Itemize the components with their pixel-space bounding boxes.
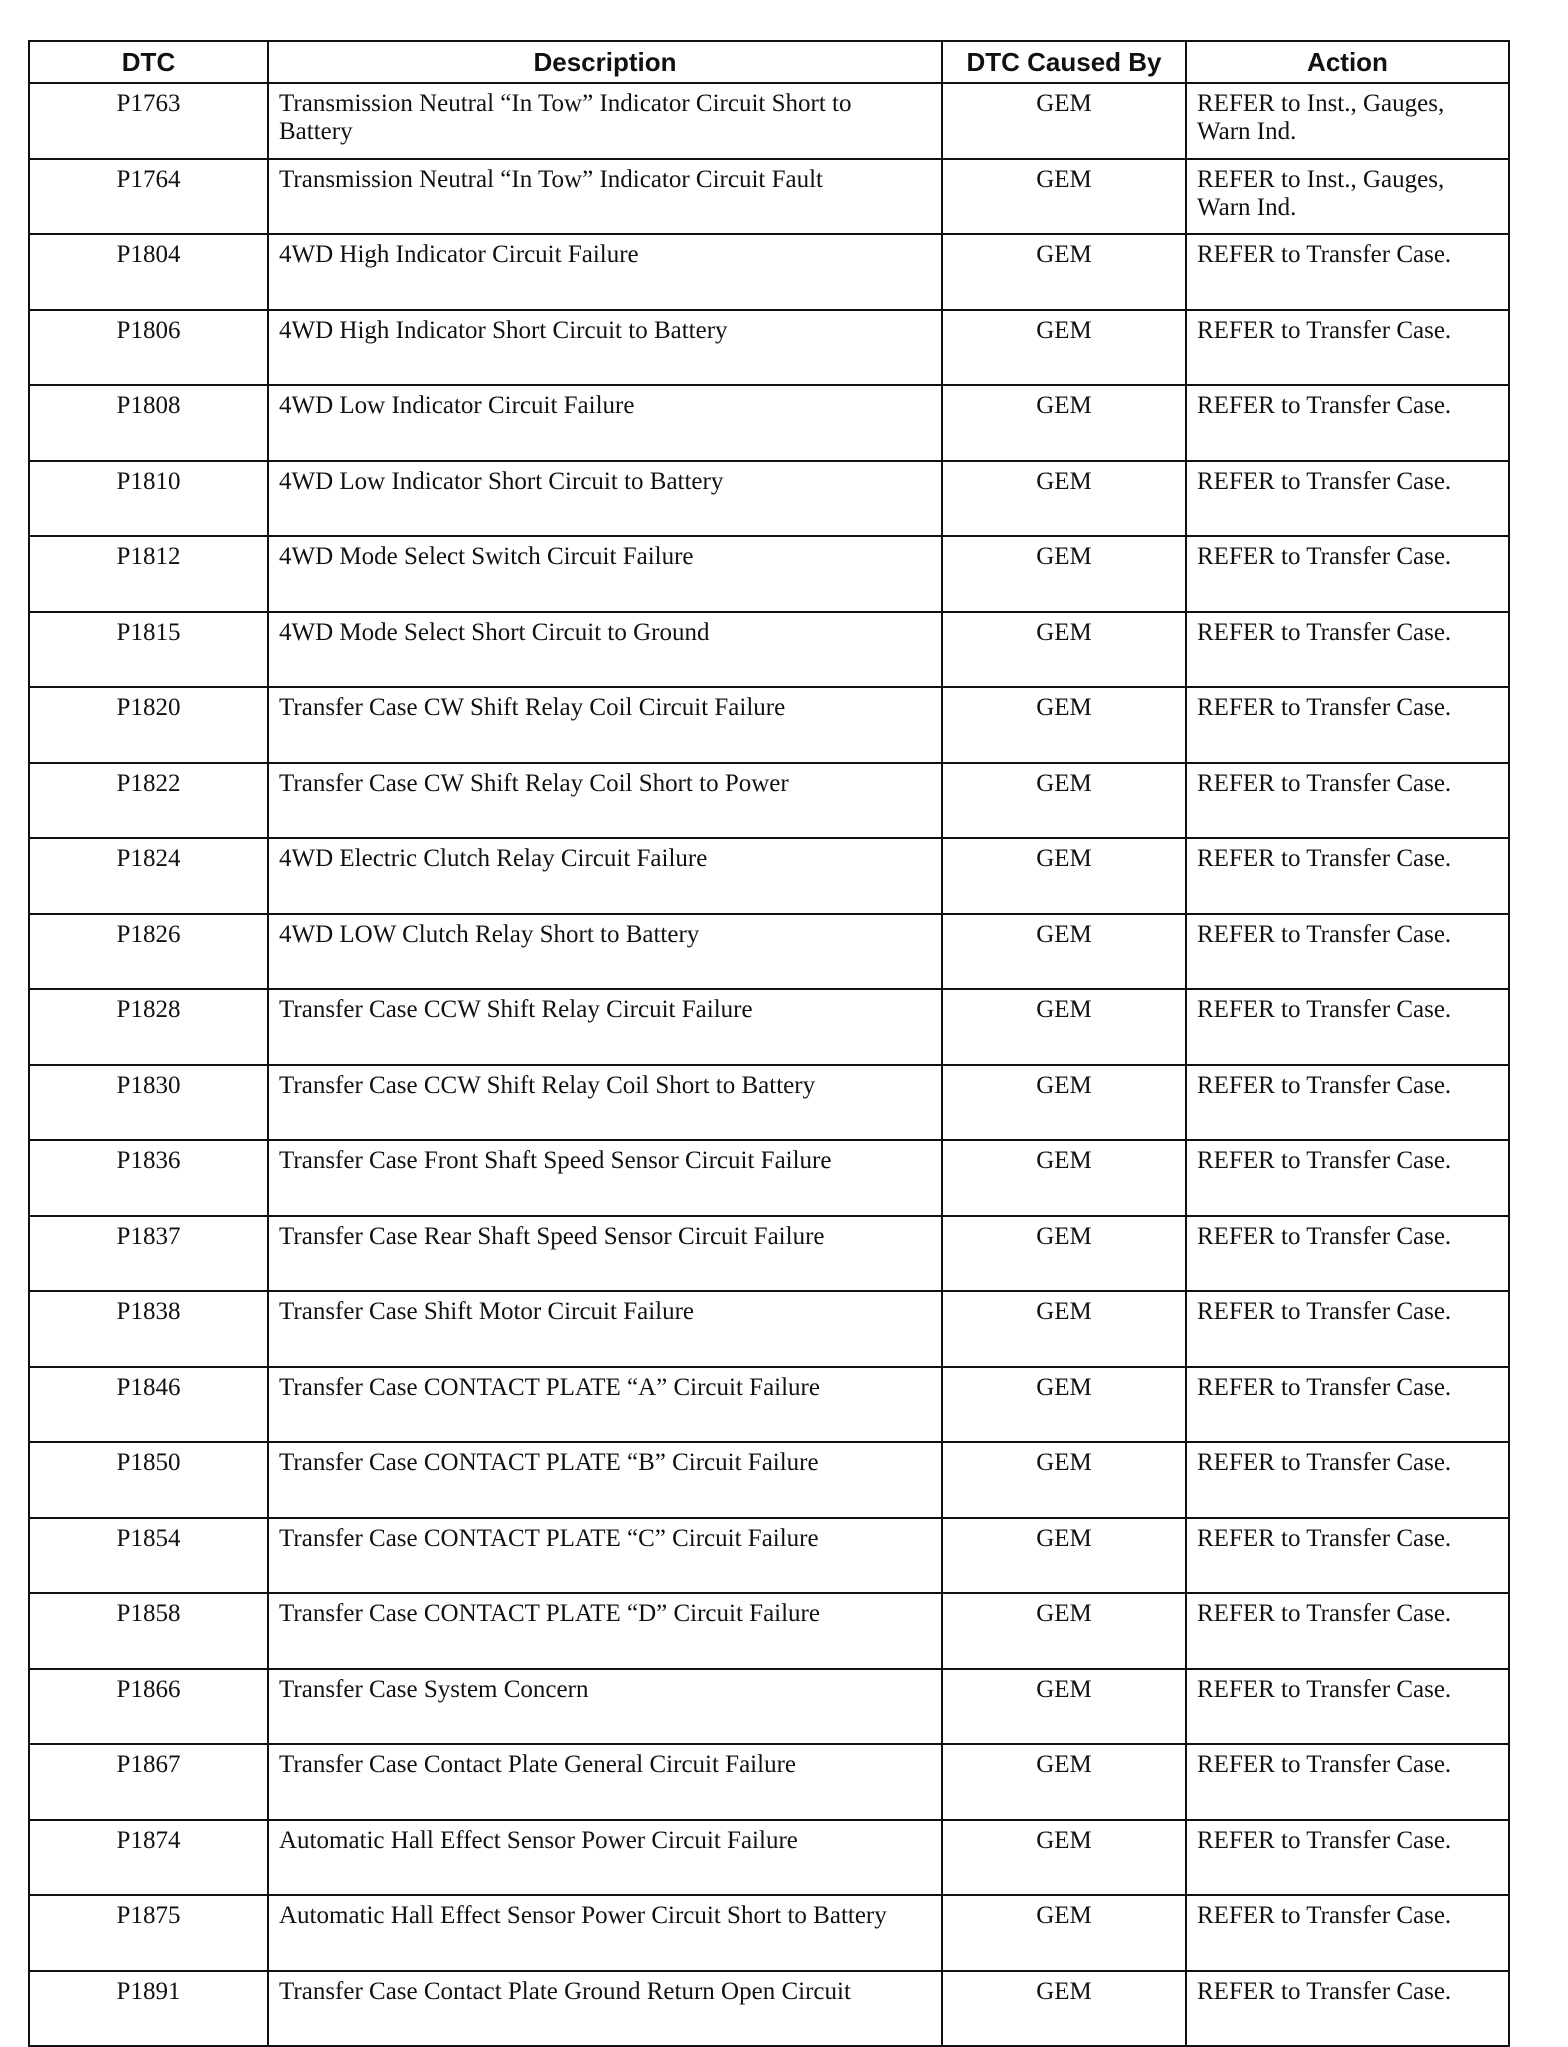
caused-by-cell: GEM xyxy=(942,763,1186,839)
description-cell: Transfer Case CW Shift Relay Coil Circuit Failure xyxy=(268,687,942,763)
action-cell: REFER to Transfer Case. xyxy=(1186,1291,1509,1367)
caused-by-cell: GEM xyxy=(942,914,1186,990)
action-cell: REFER to Inst., Gauges, Warn Ind. xyxy=(1186,159,1509,235)
caused-by-cell: GEM xyxy=(942,1442,1186,1518)
description-cell: Transfer Case CONTACT PLATE “B” Circuit Failure xyxy=(268,1442,942,1518)
caused-by-cell: GEM xyxy=(942,1744,1186,1820)
description-cell: 4WD High Indicator Circuit Failure xyxy=(268,234,942,310)
description-cell: 4WD Mode Select Switch Circuit Failure xyxy=(268,536,942,612)
dtc-code-cell: P1850 xyxy=(29,1442,268,1518)
table-row xyxy=(29,1140,1509,1216)
action-cell: REFER to Transfer Case. xyxy=(1186,1518,1509,1594)
caused-by-cell: GEM xyxy=(942,1291,1186,1367)
action-cell: REFER to Transfer Case. xyxy=(1186,989,1509,1065)
table-row xyxy=(29,1593,1509,1669)
description-cell: 4WD Low Indicator Circuit Failure xyxy=(268,385,942,461)
caused-by-cell: GEM xyxy=(942,1140,1186,1216)
description-cell: 4WD Low Indicator Short Circuit to Battery xyxy=(268,461,942,537)
description-cell: Transfer Case CONTACT PLATE “D” Circuit Failure xyxy=(268,1593,942,1669)
caused-by-cell: GEM xyxy=(942,1367,1186,1443)
description-cell: 4WD Mode Select Short Circuit to Ground xyxy=(268,612,942,688)
dtc-code-cell: P1830 xyxy=(29,1065,268,1141)
table-row xyxy=(29,310,1509,386)
table-row xyxy=(29,1291,1509,1367)
dtc-code-cell: P1836 xyxy=(29,1140,268,1216)
caused-by-cell: GEM xyxy=(942,83,1186,159)
table-row xyxy=(29,1971,1509,2047)
description-cell: Transfer Case Contact Plate General Circuit Failure xyxy=(268,1744,942,1820)
caused-by-cell: GEM xyxy=(942,612,1186,688)
dtc-code-cell: P1764 xyxy=(29,159,268,235)
table-row xyxy=(29,385,1509,461)
action-cell: REFER to Transfer Case. xyxy=(1186,1895,1509,1971)
action-cell: REFER to Transfer Case. xyxy=(1186,1744,1509,1820)
header-description: Description xyxy=(268,41,942,83)
dtc-code-cell: P1846 xyxy=(29,1367,268,1443)
table-row xyxy=(29,234,1509,310)
description-cell: 4WD High Indicator Short Circuit to Battery xyxy=(268,310,942,386)
caused-by-cell: GEM xyxy=(942,1971,1186,2047)
action-cell: REFER to Transfer Case. xyxy=(1186,1971,1509,2047)
table-row xyxy=(29,687,1509,763)
dtc-code-cell: P1826 xyxy=(29,914,268,990)
action-cell: REFER to Inst., Gauges, Warn Ind. xyxy=(1186,83,1509,159)
dtc-code-cell: P1874 xyxy=(29,1820,268,1896)
dtc-code-cell: P1824 xyxy=(29,838,268,914)
dtc-code-cell: P1891 xyxy=(29,1971,268,2047)
action-cell: REFER to Transfer Case. xyxy=(1186,763,1509,839)
action-cell: REFER to Transfer Case. xyxy=(1186,234,1509,310)
table-row xyxy=(29,1744,1509,1820)
action-cell: REFER to Transfer Case. xyxy=(1186,914,1509,990)
table-row xyxy=(29,1895,1509,1971)
action-cell: REFER to Transfer Case. xyxy=(1186,385,1509,461)
table-row xyxy=(29,1216,1509,1292)
action-cell: REFER to Transfer Case. xyxy=(1186,1216,1509,1292)
table-row xyxy=(29,612,1509,688)
action-cell: REFER to Transfer Case. xyxy=(1186,1442,1509,1518)
dtc-code-cell: P1815 xyxy=(29,612,268,688)
dtc-code-cell: P1866 xyxy=(29,1669,268,1745)
dtc-table xyxy=(28,40,1510,2047)
caused-by-cell: GEM xyxy=(942,310,1186,386)
caused-by-cell: GEM xyxy=(942,385,1186,461)
description-cell: 4WD LOW Clutch Relay Short to Battery xyxy=(268,914,942,990)
description-cell: Automatic Hall Effect Sensor Power Circuit Short to Battery xyxy=(268,1895,942,1971)
dtc-code-cell: P1858 xyxy=(29,1593,268,1669)
action-cell: REFER to Transfer Case. xyxy=(1186,461,1509,537)
table-row xyxy=(29,1518,1509,1594)
table-row xyxy=(29,763,1509,839)
description-cell: Transfer Case Rear Shaft Speed Sensor Circuit Failure xyxy=(268,1216,942,1292)
action-cell: REFER to Transfer Case. xyxy=(1186,1065,1509,1141)
table-row xyxy=(29,536,1509,612)
header-action: Action xyxy=(1186,41,1509,83)
caused-by-cell: GEM xyxy=(942,159,1186,235)
table-row xyxy=(29,83,1509,159)
dtc-document xyxy=(28,40,1508,2047)
dtc-code-cell: P1812 xyxy=(29,536,268,612)
caused-by-cell: GEM xyxy=(942,1593,1186,1669)
action-cell: REFER to Transfer Case. xyxy=(1186,1140,1509,1216)
action-cell: REFER to Transfer Case. xyxy=(1186,1669,1509,1745)
table-header-row xyxy=(29,41,1509,83)
description-cell: Transfer Case CONTACT PLATE “C” Circuit Failure xyxy=(268,1518,942,1594)
description-cell: Automatic Hall Effect Sensor Power Circuit Failure xyxy=(268,1820,942,1896)
dtc-code-cell: P1763 xyxy=(29,83,268,159)
table-row xyxy=(29,838,1509,914)
header-caused-by: DTC Caused By xyxy=(942,41,1186,83)
dtc-code-cell: P1822 xyxy=(29,763,268,839)
action-cell: REFER to Transfer Case. xyxy=(1186,1820,1509,1896)
table-row xyxy=(29,989,1509,1065)
table-row xyxy=(29,1442,1509,1518)
caused-by-cell: GEM xyxy=(942,989,1186,1065)
caused-by-cell: GEM xyxy=(942,1065,1186,1141)
description-cell: Transfer Case System Concern xyxy=(268,1669,942,1745)
table-row xyxy=(29,1367,1509,1443)
description-cell: Transmission Neutral “In Tow” Indicator Circuit Fault xyxy=(268,159,942,235)
dtc-code-cell: P1867 xyxy=(29,1744,268,1820)
dtc-code-cell: P1837 xyxy=(29,1216,268,1292)
action-cell: REFER to Transfer Case. xyxy=(1186,1367,1509,1443)
caused-by-cell: GEM xyxy=(942,1669,1186,1745)
header-dtc: DTC xyxy=(29,41,268,83)
table-row xyxy=(29,914,1509,990)
description-cell: Transfer Case CONTACT PLATE “A” Circuit Failure xyxy=(268,1367,942,1443)
dtc-code-cell: P1820 xyxy=(29,687,268,763)
table-body xyxy=(29,83,1509,2046)
caused-by-cell: GEM xyxy=(942,1216,1186,1292)
dtc-code-cell: P1804 xyxy=(29,234,268,310)
table-row xyxy=(29,461,1509,537)
action-cell: REFER to Transfer Case. xyxy=(1186,687,1509,763)
dtc-code-cell: P1808 xyxy=(29,385,268,461)
caused-by-cell: GEM xyxy=(942,1895,1186,1971)
dtc-code-cell: P1875 xyxy=(29,1895,268,1971)
caused-by-cell: GEM xyxy=(942,838,1186,914)
action-cell: REFER to Transfer Case. xyxy=(1186,310,1509,386)
action-cell: REFER to Transfer Case. xyxy=(1186,612,1509,688)
caused-by-cell: GEM xyxy=(942,461,1186,537)
action-cell: REFER to Transfer Case. xyxy=(1186,838,1509,914)
description-cell: Transfer Case CCW Shift Relay Circuit Failure xyxy=(268,989,942,1065)
description-cell: Transmission Neutral “In Tow” Indicator Circuit Short to Battery xyxy=(268,83,942,159)
caused-by-cell: GEM xyxy=(942,1820,1186,1896)
description-cell: Transfer Case CW Shift Relay Coil Short to Power xyxy=(268,763,942,839)
dtc-code-cell: P1806 xyxy=(29,310,268,386)
dtc-code-cell: P1810 xyxy=(29,461,268,537)
caused-by-cell: GEM xyxy=(942,536,1186,612)
action-cell: REFER to Transfer Case. xyxy=(1186,536,1509,612)
dtc-code-cell: P1828 xyxy=(29,989,268,1065)
description-cell: Transfer Case CCW Shift Relay Coil Short to Battery xyxy=(268,1065,942,1141)
description-cell: Transfer Case Front Shaft Speed Sensor Circuit Failure xyxy=(268,1140,942,1216)
caused-by-cell: GEM xyxy=(942,1518,1186,1594)
caused-by-cell: GEM xyxy=(942,687,1186,763)
action-cell: REFER to Transfer Case. xyxy=(1186,1593,1509,1669)
caused-by-cell: GEM xyxy=(942,234,1186,310)
dtc-code-cell: P1838 xyxy=(29,1291,268,1367)
table-row xyxy=(29,159,1509,235)
table-row xyxy=(29,1820,1509,1896)
table-row xyxy=(29,1065,1509,1141)
description-cell: Transfer Case Shift Motor Circuit Failure xyxy=(268,1291,942,1367)
dtc-code-cell: P1854 xyxy=(29,1518,268,1594)
description-cell: 4WD Electric Clutch Relay Circuit Failure xyxy=(268,838,942,914)
table-row xyxy=(29,1669,1509,1745)
description-cell: Transfer Case Contact Plate Ground Return Open Circuit xyxy=(268,1971,942,2047)
